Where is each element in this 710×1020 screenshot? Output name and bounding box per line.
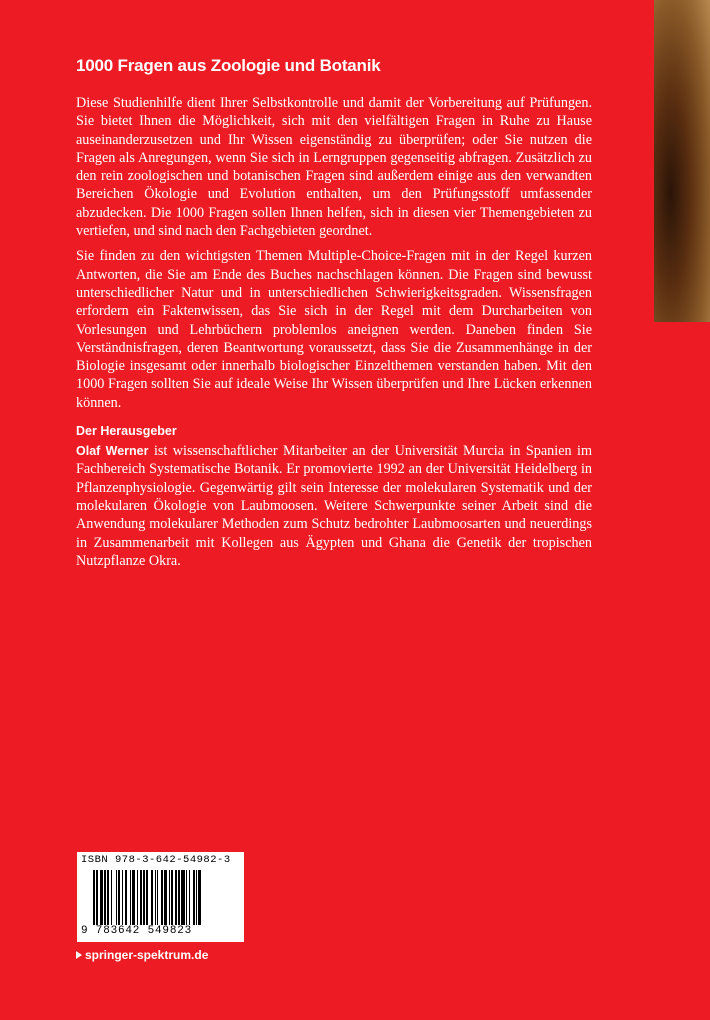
description-paragraph-2: Sie finden zu den wichtigsten Themen Multiple-Choice-Fragen mit in der Regel kurzen Antworten, die Sie am Ende des Buches nachschlagen können. Die Fragen sind bewusst unterschiedlicher Natur und in unterschiedlichen Schwierigkeitsgraden. Wissensfragen erfordern ein Faktenwissen, das Sie sich in der Regel mit dem Durcharbeiten von Vorlesungen und Lehrbüchern problemlos aneignen werden. Daneben finden Sie Verständnisfragen, deren Beantwortung voraussetzt, dass Sie die Zusammenhänge in der Biologie insgesamt oder innerhalb biologischer Einzelthemen verstanden haben. Mit den 1000 Fragen sollten Sie auf ideale Weise Ihr Wissen überprüfen und Ihre Lücken erkennen können. [76,248,592,411]
publisher-link[interactable] [76,948,208,962]
book-title: 1000 Fragen aus Zoologie und Botanik [76,56,381,75]
cover-photo-strip [654,0,710,322]
publisher-link-text: springer-spektrum.de [85,948,209,962]
isbn-digits: 9 783642 549823 [81,925,241,937]
editor-bio [76,442,592,570]
back-cover-text [76,56,592,577]
isbn-barcode [77,852,244,942]
editor-name: Olaf Werner [76,444,149,459]
description-paragraph-1: Diese Studienhilfe dient Ihrer Selbstkontrolle und damit der Vorbereitung auf Prüfungen. Sie bietet Ihnen die Möglichkeit, sich mit den vielfältigen Fragen in Ruhe zu Hause auseinanderzusetzen und Ihr Wissen eigenständig zu überprüfen; oder Sie nutzen die Fragen als Anregungen, wenn Sie sich in Lerngruppen gegenseitig abfragen. Zusätzlich zu den rein zoologischen und botanischen Fragen sind außerdem einige aus den verwandten Bereichen Ökologie und Evolution enthalten, um den Prüfungsstoff umfassender abzudecken. Die 1000 Fragen sollen Ihnen helfen, sich in diesen vier Themengebieten zu vertiefen, und sind nach den Fachgebieten geordnet. [76,95,592,240]
editor-heading: Der Herausgeber [76,424,177,439]
arrow-right-icon [76,951,82,959]
isbn-label: ISBN 978-3-642-54982-3 [81,854,231,866]
editor-bio-text: ist wissenschaftlicher Mitarbeiter an der Universität Murcia in Spanien im Fachbereich Systematische Botanik. Er promovierte 1992 an der Universität Heidelberg in Pflanzenphysiologie. Gegenwärtig gilt sein Interesse der molekularen Systematik und der molekularen Ökologie von Laubmoosen. Weitere Schwerpunkte seiner Arbeit sind die Anwendung molekularer Methoden zum Schutz bedrohter Laubmoosarten und neuerdings in Zusammenarbeit mit Kollegen aus Ägypten und Ghana die Genetik der tropischen Nutzpflanze Okra. [76,443,593,569]
barcode-bars [93,870,239,928]
